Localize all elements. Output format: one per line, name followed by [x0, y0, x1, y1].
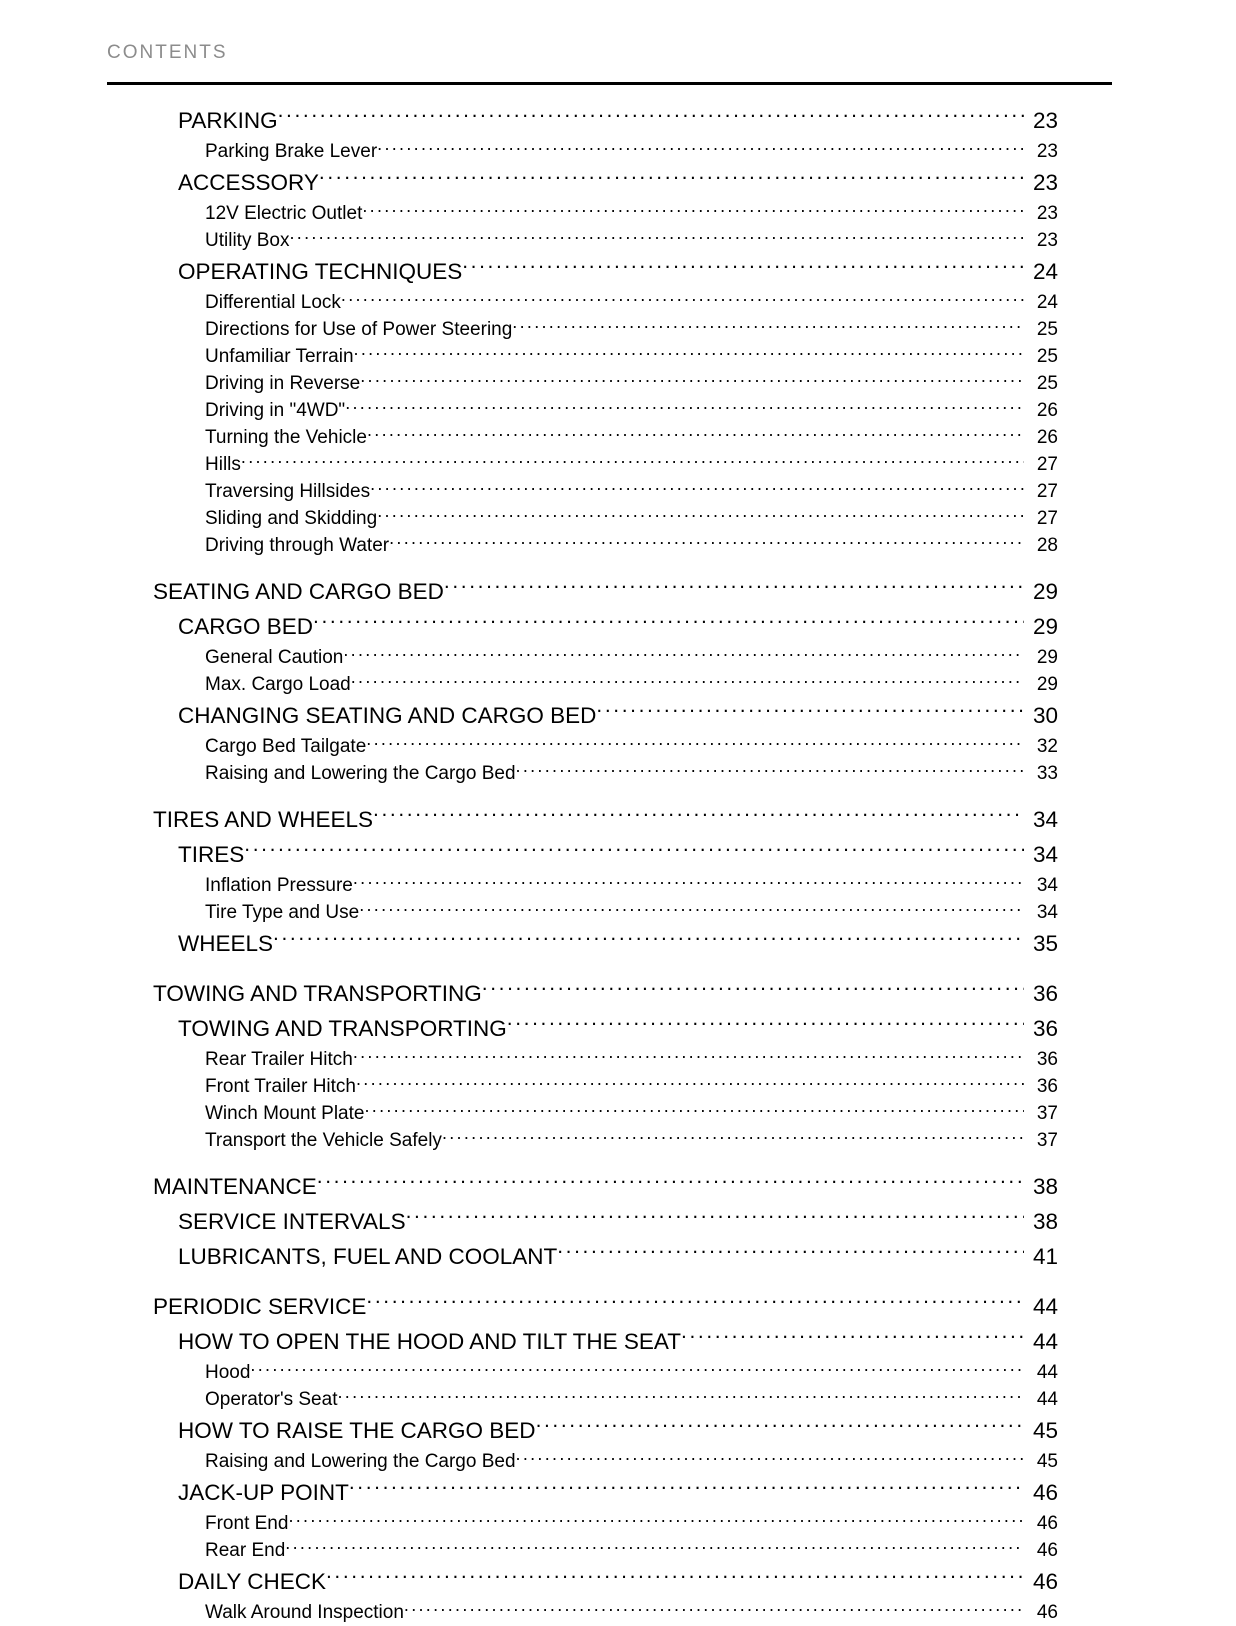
toc-page-number: 45 — [1032, 1418, 1058, 1443]
toc-entry[interactable] — [0, 138, 1236, 165]
toc-entry[interactable] — [0, 574, 1236, 609]
toc-entry-label: HOW TO OPEN THE HOOD AND TILT THE SEAT — [178, 1329, 682, 1354]
toc-page-number: 34 — [1032, 842, 1058, 867]
toc-page-number: 46 — [1036, 1513, 1058, 1534]
toc-entry[interactable] — [0, 1359, 1236, 1386]
toc-entry-label: Driving through Water — [205, 535, 390, 556]
dot-leader — [273, 929, 1024, 952]
toc-entry[interactable] — [0, 1204, 1236, 1239]
toc-entry-label: Turning the Vehicle — [205, 427, 367, 448]
toc-entry-label: Rear Trailer Hitch — [205, 1049, 353, 1070]
toc-entry-label: Front Trailer Hitch — [205, 1076, 356, 1097]
toc-entry[interactable] — [0, 976, 1236, 1011]
toc-entry[interactable] — [0, 1239, 1236, 1274]
dot-leader — [370, 478, 1024, 497]
dot-leader — [373, 805, 1024, 828]
toc-entry[interactable] — [0, 872, 1236, 899]
toc-page-number: 37 — [1036, 1130, 1058, 1151]
toc-entry-label: Tire Type and Use — [205, 902, 360, 923]
dot-leader — [406, 1207, 1024, 1230]
table-of-contents — [0, 103, 1236, 1626]
dot-leader — [596, 701, 1024, 724]
toc-entry[interactable] — [0, 671, 1236, 698]
dot-leader — [404, 1599, 1024, 1618]
toc-entry-label: Front End — [205, 1513, 289, 1534]
toc-entry-label: PARKING — [178, 108, 278, 133]
toc-page-number: 23 — [1032, 108, 1058, 133]
toc-page-number: 36 — [1036, 1076, 1058, 1097]
toc-entry-label: WHEELS — [178, 931, 274, 956]
toc-entry[interactable] — [0, 505, 1236, 532]
dot-leader — [512, 316, 1024, 335]
toc-entry-label: Rear End — [205, 1540, 286, 1561]
toc-page-number: 46 — [1032, 1569, 1058, 1594]
toc-entry-label: Raising and Lowering the Cargo Bed — [205, 763, 516, 784]
toc-page-number: 27 — [1036, 508, 1058, 529]
toc-entry[interactable] — [0, 478, 1236, 505]
toc-page-number: 44 — [1036, 1389, 1058, 1410]
toc-page-number: 24 — [1036, 292, 1058, 313]
toc-page-number: 38 — [1032, 1174, 1058, 1199]
dot-leader — [377, 138, 1024, 157]
toc-entry-label: Inflation Pressure — [205, 875, 353, 896]
toc-page-number: 36 — [1032, 981, 1058, 1006]
toc-entry-label: Driving in Reverse — [205, 373, 361, 394]
toc-page-number: 44 — [1036, 1362, 1058, 1383]
header-divider — [107, 82, 1112, 85]
toc-page-number: 38 — [1032, 1209, 1058, 1234]
dot-leader — [313, 612, 1024, 635]
dot-leader — [507, 1014, 1024, 1037]
toc-entry[interactable] — [0, 200, 1236, 227]
toc-entry[interactable] — [0, 1537, 1236, 1564]
dot-leader — [341, 289, 1024, 308]
toc-entry[interactable] — [0, 1413, 1236, 1448]
toc-entry[interactable] — [0, 802, 1236, 837]
page-header — [107, 40, 1112, 66]
dot-leader — [681, 1327, 1024, 1350]
toc-page-number: 46 — [1036, 1540, 1058, 1561]
toc-page-number: 44 — [1032, 1294, 1058, 1319]
dot-leader — [366, 1292, 1024, 1315]
toc-entry-label: 12V Electric Outlet — [205, 203, 363, 224]
toc-page-number: 34 — [1036, 902, 1058, 923]
toc-page-number: 36 — [1036, 1049, 1058, 1070]
toc-page-number: 46 — [1032, 1480, 1058, 1505]
toc-entry-label: Parking Brake Lever — [205, 141, 378, 162]
dot-leader — [516, 1448, 1024, 1467]
toc-entry-label: TOWING AND TRANSPORTING — [153, 981, 482, 1006]
toc-entry[interactable] — [0, 1011, 1236, 1046]
toc-entry-label: DAILY CHECK — [178, 1569, 326, 1594]
toc-entry[interactable] — [0, 609, 1236, 644]
toc-entry-label: LUBRICANTS, FUEL AND COOLANT — [178, 1244, 558, 1269]
dot-leader — [536, 1416, 1024, 1439]
dot-leader — [278, 106, 1024, 129]
toc-page-number: 35 — [1032, 931, 1058, 956]
toc-entry[interactable] — [0, 343, 1236, 370]
toc-entry[interactable] — [0, 1475, 1236, 1510]
toc-entry[interactable] — [0, 103, 1236, 138]
toc-entry[interactable] — [0, 532, 1236, 559]
toc-page-number: 25 — [1036, 373, 1058, 394]
toc-entry-label: HOW TO RAISE THE CARGO BED — [178, 1418, 536, 1443]
dot-leader — [317, 1172, 1024, 1195]
toc-entry-label: Driving in "4WD" — [205, 400, 346, 421]
toc-entry-label: SERVICE INTERVALS — [178, 1209, 406, 1234]
toc-entry[interactable] — [0, 1564, 1236, 1599]
toc-entry-label: CARGO BED — [178, 614, 314, 639]
toc-page-number: 23 — [1036, 230, 1058, 251]
dot-leader — [353, 1046, 1024, 1065]
toc-entry-label: Winch Mount Plate — [205, 1103, 365, 1124]
toc-entry[interactable] — [0, 397, 1236, 424]
toc-page-number: 26 — [1036, 427, 1058, 448]
toc-page-number: 29 — [1036, 674, 1058, 695]
toc-page-number: 29 — [1036, 647, 1058, 668]
dot-leader — [326, 1567, 1024, 1590]
toc-page-number: 28 — [1036, 535, 1058, 556]
toc-entry-label: TIRES — [178, 842, 245, 867]
dot-leader — [288, 1510, 1024, 1529]
toc-entry[interactable] — [0, 451, 1236, 478]
toc-entry[interactable] — [0, 254, 1236, 289]
toc-entry[interactable] — [0, 1289, 1236, 1324]
toc-page-number: 27 — [1036, 481, 1058, 502]
dot-leader — [319, 168, 1024, 191]
toc-entry-label: Cargo Bed Tailgate — [205, 736, 367, 757]
toc-entry[interactable] — [0, 1599, 1236, 1626]
toc-entry-label: SEATING AND CARGO BED — [153, 579, 444, 604]
toc-page-number: 46 — [1036, 1602, 1058, 1623]
toc-entry[interactable] — [0, 733, 1236, 760]
toc-entry[interactable] — [0, 316, 1236, 343]
dot-leader — [362, 200, 1024, 219]
dot-leader — [367, 424, 1024, 443]
dot-leader — [285, 1537, 1024, 1556]
dot-leader — [353, 872, 1024, 891]
dot-leader — [482, 979, 1024, 1002]
toc-entry-label: MAINTENANCE — [153, 1174, 317, 1199]
dot-leader — [364, 1100, 1024, 1119]
toc-page-number: 32 — [1036, 736, 1058, 757]
dot-leader — [516, 760, 1024, 779]
dot-leader — [462, 257, 1024, 280]
dot-leader — [356, 1073, 1024, 1092]
toc-entry-label: ACCESSORY — [178, 170, 319, 195]
dot-leader — [241, 451, 1024, 470]
dot-leader — [360, 370, 1024, 389]
toc-page-number: 34 — [1036, 875, 1058, 896]
toc-entry-label: Operator's Seat — [205, 1389, 338, 1410]
dot-leader — [337, 1386, 1024, 1405]
toc-entry-label: Utility Box — [205, 230, 290, 251]
toc-page-number: 27 — [1036, 454, 1058, 475]
toc-entry[interactable] — [0, 1510, 1236, 1537]
toc-entry-label: Max. Cargo Load — [205, 674, 351, 695]
toc-entry[interactable] — [0, 1448, 1236, 1475]
dot-leader — [366, 733, 1024, 752]
toc-page-number: 45 — [1036, 1451, 1058, 1472]
dot-leader — [289, 227, 1024, 246]
dot-leader — [343, 644, 1024, 663]
dot-leader — [244, 840, 1024, 863]
toc-page-number: 37 — [1036, 1103, 1058, 1124]
toc-entry-label: Transport the Vehicle Safely — [205, 1130, 442, 1151]
toc-entry-label: Sliding and Skidding — [205, 508, 378, 529]
toc-entry-label: Traversing Hillsides — [205, 481, 371, 502]
toc-entry-label: Directions for Use of Power Steering — [205, 319, 513, 340]
toc-entry-label: JACK-UP POINT — [178, 1480, 349, 1505]
toc-entry[interactable] — [0, 289, 1236, 316]
toc-entry[interactable] — [0, 926, 1236, 961]
toc-entry[interactable] — [0, 1073, 1236, 1100]
dot-leader — [359, 899, 1024, 918]
toc-page-number: 24 — [1032, 259, 1058, 284]
toc-entry[interactable] — [0, 370, 1236, 397]
toc-page-number: 34 — [1032, 807, 1058, 832]
toc-page-number: 33 — [1036, 763, 1058, 784]
dot-leader — [250, 1359, 1024, 1378]
dot-leader — [442, 1127, 1024, 1146]
toc-entry-label: TIRES AND WHEELS — [153, 807, 374, 832]
dot-leader — [557, 1242, 1024, 1265]
toc-page-number: 29 — [1032, 614, 1058, 639]
toc-page-number: 23 — [1036, 203, 1058, 224]
toc-entry-label: OPERATING TECHNIQUES — [178, 259, 463, 284]
toc-page-number: 36 — [1032, 1016, 1058, 1041]
toc-page-number: 30 — [1032, 703, 1058, 728]
dot-leader — [389, 532, 1024, 551]
toc-entry[interactable] — [0, 899, 1236, 926]
toc-entry[interactable] — [0, 1127, 1236, 1154]
toc-entry-label: Differential Lock — [205, 292, 341, 313]
toc-entry[interactable] — [0, 165, 1236, 200]
toc-entry-label: PERIODIC SERVICE — [153, 1294, 367, 1319]
toc-entry-label: General Caution — [205, 647, 344, 668]
toc-entry[interactable] — [0, 1169, 1236, 1204]
toc-entry-label: TOWING AND TRANSPORTING — [178, 1016, 507, 1041]
dot-leader — [349, 1478, 1024, 1501]
dot-leader — [354, 343, 1024, 362]
toc-page-number: 41 — [1032, 1244, 1058, 1269]
toc-entry-label: Hood — [205, 1362, 251, 1383]
toc-page-number: 29 — [1032, 579, 1058, 604]
toc-page-number: 25 — [1036, 346, 1058, 367]
toc-entry-label: Walk Around Inspection — [205, 1602, 404, 1623]
dot-leader — [345, 397, 1024, 416]
toc-page-number: 23 — [1032, 170, 1058, 195]
dot-leader — [351, 671, 1024, 690]
toc-entry[interactable] — [0, 698, 1236, 733]
toc-page-number: 23 — [1036, 141, 1058, 162]
toc-entry[interactable] — [0, 1100, 1236, 1127]
toc-entry-label: Hills — [205, 454, 241, 475]
toc-entry[interactable] — [0, 1046, 1236, 1073]
toc-entry[interactable] — [0, 1386, 1236, 1413]
toc-entry[interactable] — [0, 837, 1236, 872]
toc-entry-label: Unfamiliar Terrain — [205, 346, 354, 367]
toc-entry[interactable] — [0, 227, 1236, 254]
toc-page-number: 26 — [1036, 400, 1058, 421]
toc-entry[interactable] — [0, 424, 1236, 451]
toc-entry-label: CHANGING SEATING AND CARGO BED — [178, 703, 597, 728]
toc-page-number: 44 — [1032, 1329, 1058, 1354]
dot-leader — [377, 505, 1024, 524]
dot-leader — [444, 577, 1024, 600]
page-title: CONTENTS — [107, 42, 228, 63]
toc-entry[interactable] — [0, 760, 1236, 787]
toc-entry-label: Raising and Lowering the Cargo Bed — [205, 1451, 516, 1472]
toc-entry[interactable] — [0, 644, 1236, 671]
toc-entry[interactable] — [0, 1324, 1236, 1359]
toc-page-number: 25 — [1036, 319, 1058, 340]
